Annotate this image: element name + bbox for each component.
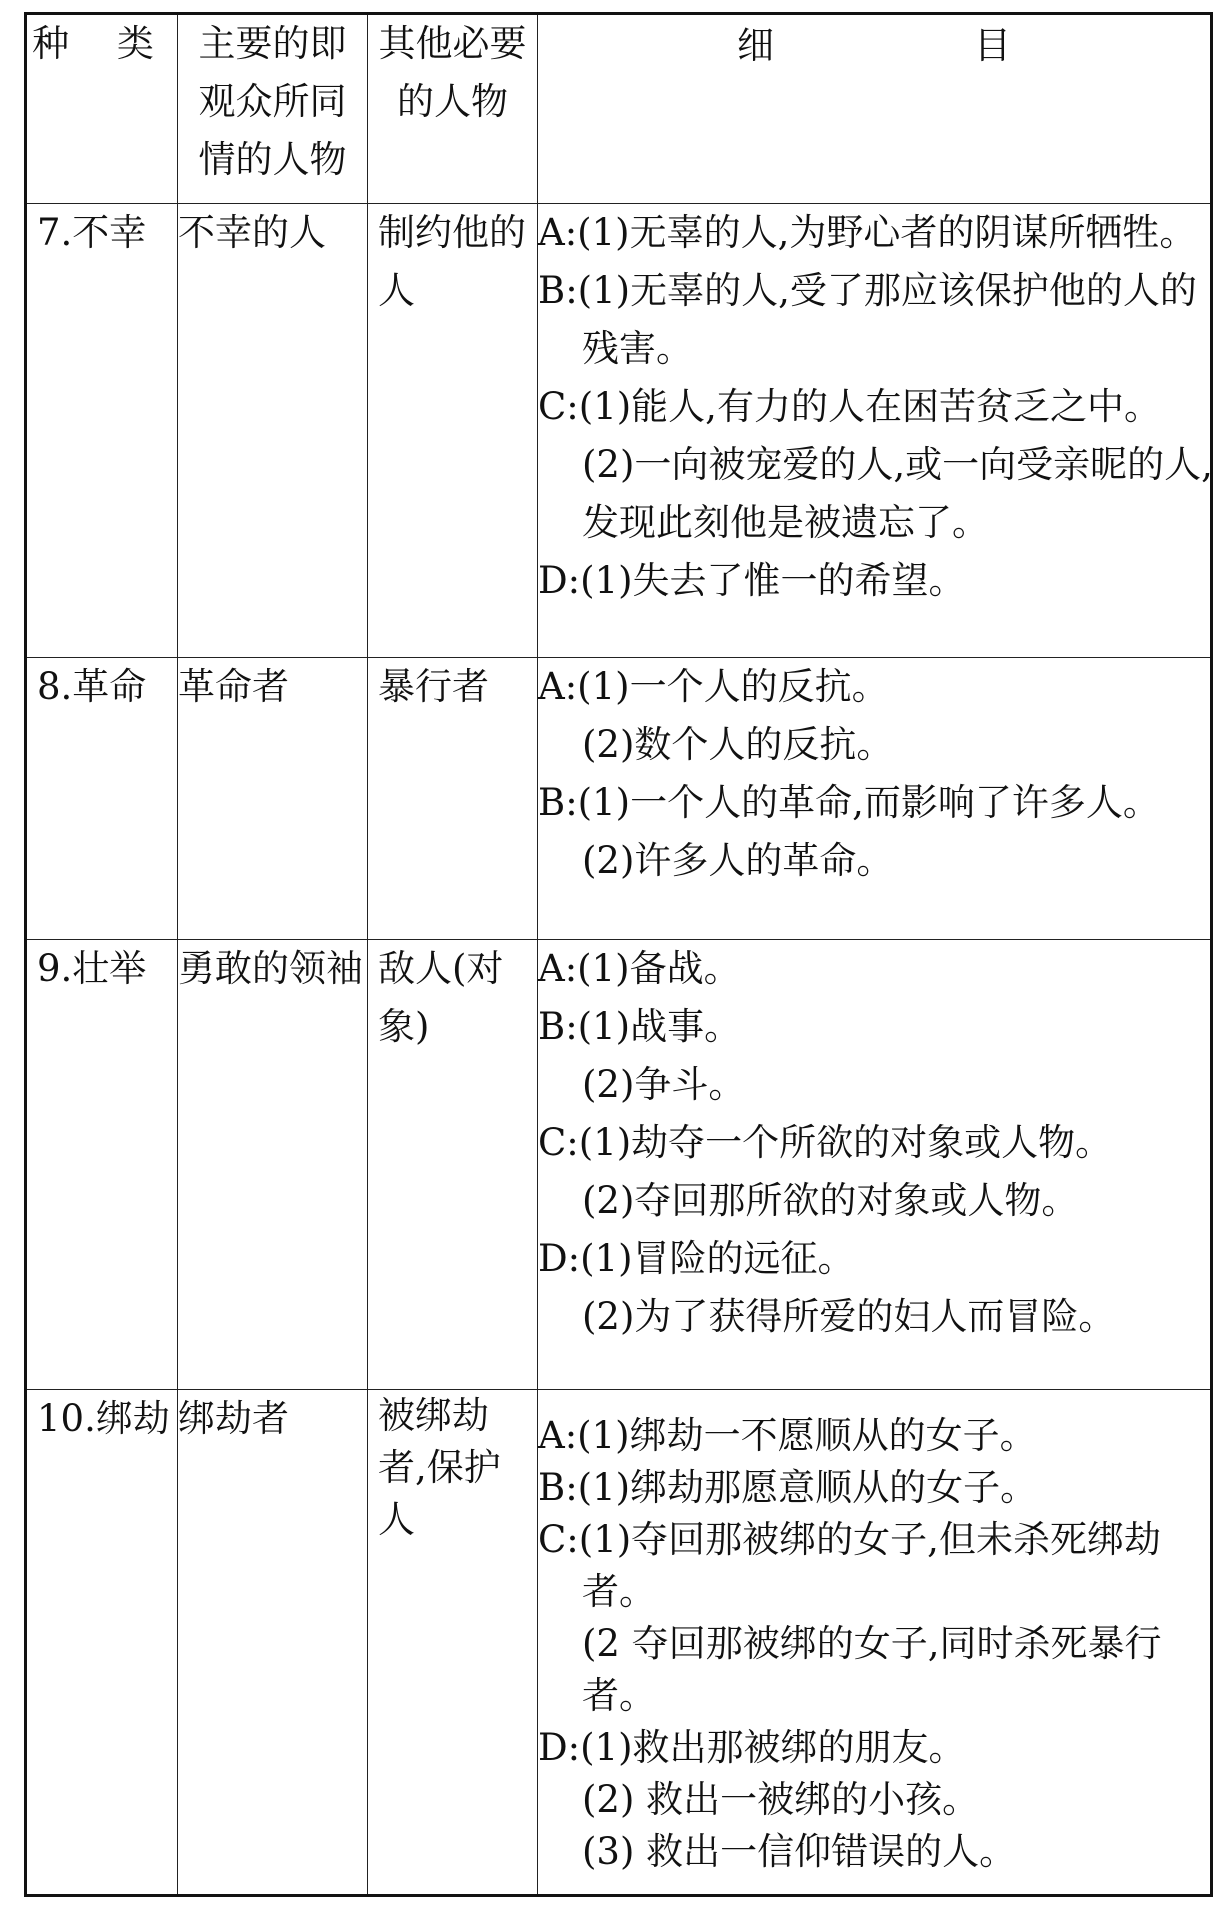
detail-line: (2)夺回那所欲的对象或人物。 — [582, 1179, 1079, 1222]
detail-line: D:(1)救出那被绑的朋友。 — [538, 1726, 966, 1769]
header-detail-left: 细 — [737, 24, 774, 67]
detail-line: 发现此刻他是被遗忘了。 — [582, 501, 989, 544]
row-main-character-text: 绑劫者 — [178, 1397, 289, 1440]
row-details — [538, 940, 1212, 1390]
detail-line: (2 夺回那被绑的女子,同时杀死暴行 — [582, 1622, 1162, 1665]
row-category-text: 10.绑劫 — [37, 1397, 170, 1440]
detail-line: (2)争斗。 — [582, 1063, 746, 1106]
detail-line: C:(1)夺回那被绑的女子,但未杀死绑劫 — [538, 1518, 1161, 1561]
header-other-characters — [368, 14, 538, 204]
table-row — [26, 1390, 1212, 1896]
detail-line: (2)为了获得所爱的妇人而冒险。 — [582, 1295, 1116, 1338]
detail-line: B:(1)绑劫那愿意顺从的女子。 — [538, 1466, 1038, 1509]
row-main-character-text: 不幸的人 — [178, 211, 326, 254]
header-category-text: 种 类 — [32, 22, 172, 65]
row-other-characters-text: 暴行者 — [378, 665, 489, 708]
row-main-character — [178, 940, 368, 1390]
row-category-text: 7.不幸 — [37, 211, 147, 254]
detail-line: 者。 — [582, 1570, 656, 1613]
header-detail-right: 目 — [974, 24, 1011, 67]
detail-line: (3) 救出一信仰错误的人。 — [582, 1830, 1017, 1873]
detail-line: (2) 救出一被绑的小孩。 — [582, 1778, 980, 1821]
row-main-character-text: 革命者 — [178, 665, 289, 708]
row-other-characters — [368, 658, 538, 940]
row-details — [538, 204, 1212, 658]
detail-line: (2)一向被宠爱的人,或一向受亲昵的人, — [582, 443, 1213, 486]
row-category — [26, 658, 178, 940]
row-category — [26, 204, 178, 658]
detail-line: A:(1)无辜的人,为野心者的阴谋所牺牲。 — [538, 211, 1197, 254]
detail-line: C:(1)劫夺一个所欲的对象或人物。 — [538, 1121, 1113, 1164]
header-other-characters-text: 其他必要的人物 — [378, 22, 527, 123]
header-detail — [538, 14, 1212, 204]
row-details — [538, 1390, 1212, 1896]
plot-category-table — [24, 12, 1213, 1897]
row-other-characters — [368, 1390, 538, 1896]
header-category — [26, 14, 178, 204]
row-category-text: 8.革命 — [37, 665, 147, 708]
detail-line: A:(1)备战。 — [538, 947, 741, 990]
detail-line: A:(1)一个人的反抗。 — [538, 665, 889, 708]
table-row — [26, 658, 1212, 940]
row-other-characters-text: 敌人(对象) — [378, 947, 504, 1048]
detail-line: A:(1)绑劫一不愿顺从的女子。 — [538, 1414, 1037, 1457]
row-main-character — [178, 204, 368, 658]
row-main-character — [178, 1390, 368, 1896]
row-other-characters-text: 被绑劫者,保护人 — [378, 1394, 501, 1541]
row-other-characters — [368, 204, 538, 658]
detail-line: C:(1)能人,有力的人在困苦贫乏之中。 — [538, 385, 1161, 428]
row-category-text: 9.壮举 — [37, 947, 147, 990]
detail-line: D:(1)冒险的远征。 — [538, 1237, 855, 1280]
detail-line: (2)数个人的反抗。 — [582, 723, 894, 766]
table-header-row — [26, 14, 1212, 204]
row-details — [538, 658, 1212, 940]
detail-line: 者。 — [582, 1674, 656, 1717]
row-category — [26, 1390, 178, 1896]
row-other-characters — [368, 940, 538, 1390]
header-main-character-text: 主要的即观众所同情的人物 — [198, 22, 347, 181]
detail-line: B:(1)战事。 — [538, 1005, 742, 1048]
table-row — [26, 940, 1212, 1390]
detail-line: D:(1)失去了惟一的希望。 — [538, 559, 966, 602]
detail-line: B:(1)一个人的革命,而影响了许多人。 — [538, 781, 1160, 824]
table-row — [26, 204, 1212, 658]
row-other-characters-text: 制约他的人 — [378, 211, 526, 312]
detail-line: B:(1)无辜的人,受了那应该保护他的人的 — [538, 269, 1197, 312]
header-main-character — [178, 14, 368, 204]
row-category — [26, 940, 178, 1390]
row-main-character — [178, 658, 368, 940]
detail-line: (2)许多人的革命。 — [582, 839, 894, 882]
row-main-character-text: 勇敢的领袖 — [178, 947, 363, 990]
detail-line: 残害。 — [582, 327, 693, 370]
